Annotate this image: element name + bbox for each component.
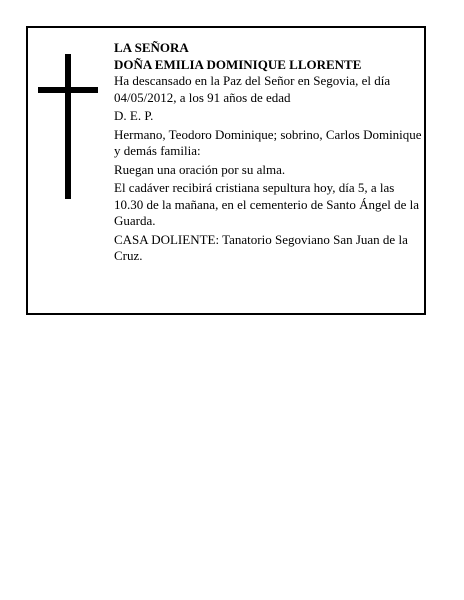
cross-icon xyxy=(38,54,98,199)
cross-horizontal-bar xyxy=(38,87,98,93)
notice-text xyxy=(114,40,426,267)
rip-line: D. E. P. xyxy=(114,108,154,123)
notice-title: LA SEÑORA xyxy=(114,40,189,55)
deceased-name: DOÑA EMILIA DOMINIQUE LLORENTE xyxy=(114,56,362,72)
prayer-request: Ruegan una oración por su alma. xyxy=(114,161,286,177)
burial-details: El cadáver recibirá cristiana sepultura hoy, día 5, a las 10.30 de la mañana, en el cementerio de Santo Ángel de la Guarda. xyxy=(114,180,420,228)
funeral-home: CASA DOLIENTE: Tanatorio Segoviano San Juan de la Cruz. xyxy=(114,231,408,263)
obituary-notice xyxy=(26,26,426,315)
family-line: Hermano, Teodoro Dominique; sobrino, Carlos Dominique y demás familia: xyxy=(114,126,422,158)
cross-vertical-bar xyxy=(65,54,71,199)
death-announcement: Ha descansado en la Paz del Señor en Segovia, el día 04/05/2012, a los 91 años de edad xyxy=(114,73,391,105)
